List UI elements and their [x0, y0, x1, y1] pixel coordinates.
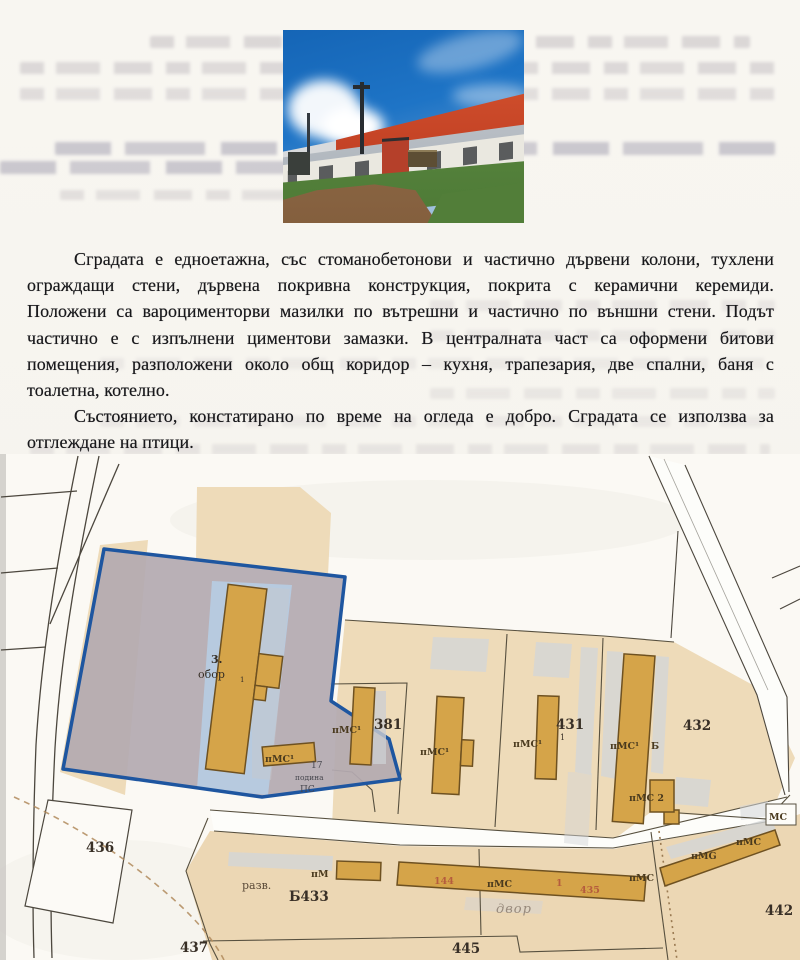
- parcel-number: 442: [765, 903, 794, 919]
- yard-label: двор: [496, 902, 532, 917]
- building-label: пМС¹: [332, 725, 362, 736]
- building-label: пМG: [691, 851, 717, 862]
- building-label: пМ: [311, 869, 329, 880]
- building-label: Б: [651, 741, 660, 752]
- parcel-number: Б433: [289, 889, 329, 905]
- text-line: тоалетна, котелно.: [27, 380, 170, 401]
- parcel-number: 381: [374, 717, 403, 733]
- building-label: пМС¹: [420, 747, 450, 758]
- utility-pole: [307, 113, 310, 155]
- building-pm-small: [336, 861, 381, 881]
- red-number: 1: [556, 878, 563, 889]
- text-line: отглеждане на птици.: [27, 432, 194, 453]
- subject-number: 3.: [211, 653, 223, 666]
- building-pms1-431: [535, 696, 559, 780]
- dark-bin: [288, 152, 310, 175]
- building-photo: [283, 30, 524, 223]
- subject-index: 1: [240, 676, 245, 684]
- building-label: МС: [769, 812, 788, 823]
- cloud: [413, 30, 524, 81]
- parcel-number: 431: [556, 717, 585, 733]
- red-number: 144: [434, 876, 454, 887]
- text-line: Състоянието, констатирано по време на огледа е добро. Сградата се използва за: [74, 406, 774, 427]
- annotation: ПС: [300, 785, 315, 795]
- bleedthrough-line: [60, 190, 300, 200]
- building-label: пМС: [629, 873, 655, 884]
- text-line: ограждащи стени, дървена покривна конструкция, покрита с керамични керемиди.: [27, 275, 774, 296]
- red-door: [382, 137, 409, 177]
- text-line: помещения, разположени около общ коридор – кухня, трапезария, две спални, баня с: [27, 353, 774, 374]
- parcel-subnumber: 1: [560, 733, 566, 742]
- annotation: 17: [311, 761, 323, 771]
- building-label: пМС¹: [610, 741, 640, 752]
- cadastral-map: [0, 454, 800, 960]
- report-text-block: [27, 246, 774, 456]
- parcel-number: 437: [180, 940, 209, 956]
- ruins-label: разв.: [242, 879, 272, 892]
- building-label: пМС¹: [513, 739, 543, 750]
- annotation: подина: [295, 773, 324, 782]
- pole-crossarm: [353, 85, 370, 89]
- red-number: 435: [580, 885, 600, 896]
- parcel-number: 445: [452, 941, 481, 957]
- building-label: пМС 2: [629, 793, 664, 804]
- building-label: пМС: [736, 837, 762, 848]
- text-line: Сградата е едноетажна, със стоманобетонови и частично дървени колони, тухлени: [74, 249, 774, 269]
- text-line: Положени са вароцименторви мазилки по вътрешни и частично по външни стени. Подът: [27, 301, 774, 322]
- building-label: пМС¹: [265, 754, 295, 765]
- parcel-number: 432: [683, 718, 712, 734]
- subject-name: обор: [198, 668, 225, 681]
- text-line: частично е с изпълнени циментови замазки. В централната част са оформени битови: [27, 327, 774, 348]
- parcel-number: 436: [86, 840, 115, 856]
- scan-edge: [0, 454, 6, 960]
- bench-object: [408, 150, 437, 167]
- utility-pole: [360, 82, 364, 153]
- building-label: пМС: [487, 879, 513, 890]
